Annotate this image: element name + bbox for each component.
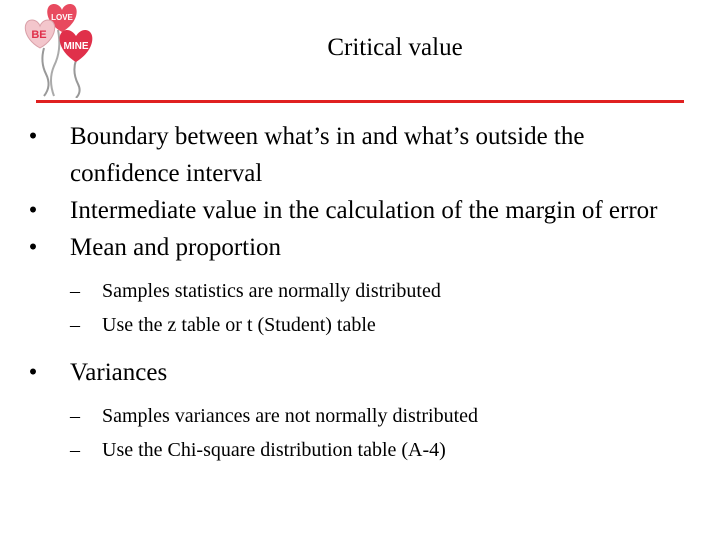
bullet-mark: • [28, 234, 38, 261]
sub-bullet-mark: – [70, 280, 80, 302]
bullet-item [28, 229, 688, 266]
sub-bullet-mark: – [70, 314, 80, 336]
bullet-mark: • [28, 359, 38, 386]
bullet-text: Mean and proportion [70, 234, 282, 261]
sub-bullet-mark: – [70, 439, 80, 461]
sub-bullet-item [28, 308, 688, 342]
logo-text-left: BE [31, 29, 47, 41]
bullet-mark: • [28, 197, 38, 224]
bullet-text: Intermediate value in the calculation of the margin of error [70, 197, 658, 224]
bullet-item [28, 192, 688, 229]
sub-bullet-text: Samples statistics are normally distributed [102, 280, 441, 302]
sub-bullet-text: Use the Chi-square distribution table (A-4) [102, 439, 446, 461]
bullet-item [28, 354, 688, 391]
logo-text-top: LOVE [51, 13, 73, 22]
sub-bullet-text: Use the z table or t (Student) table [102, 314, 376, 336]
slide-title: Critical value [327, 34, 463, 61]
sub-bullet-text: Samples variances are not normally distributed [102, 405, 479, 427]
valentine-balloons-icon [14, 0, 104, 98]
title-divider [36, 100, 684, 103]
sub-bullet-item [28, 274, 688, 308]
slide-content [28, 118, 688, 467]
logo-text-right: MINE [63, 41, 89, 52]
sub-bullet-item [28, 433, 688, 467]
bullet-item [28, 118, 688, 192]
bullet-text: Boundary between what’s in and what’s outside the confidence interval [70, 123, 585, 187]
bullet-mark: • [28, 123, 38, 150]
sub-bullet-item [28, 399, 688, 433]
bullet-text: Variances [70, 359, 168, 386]
sub-bullet-mark: – [70, 405, 80, 427]
